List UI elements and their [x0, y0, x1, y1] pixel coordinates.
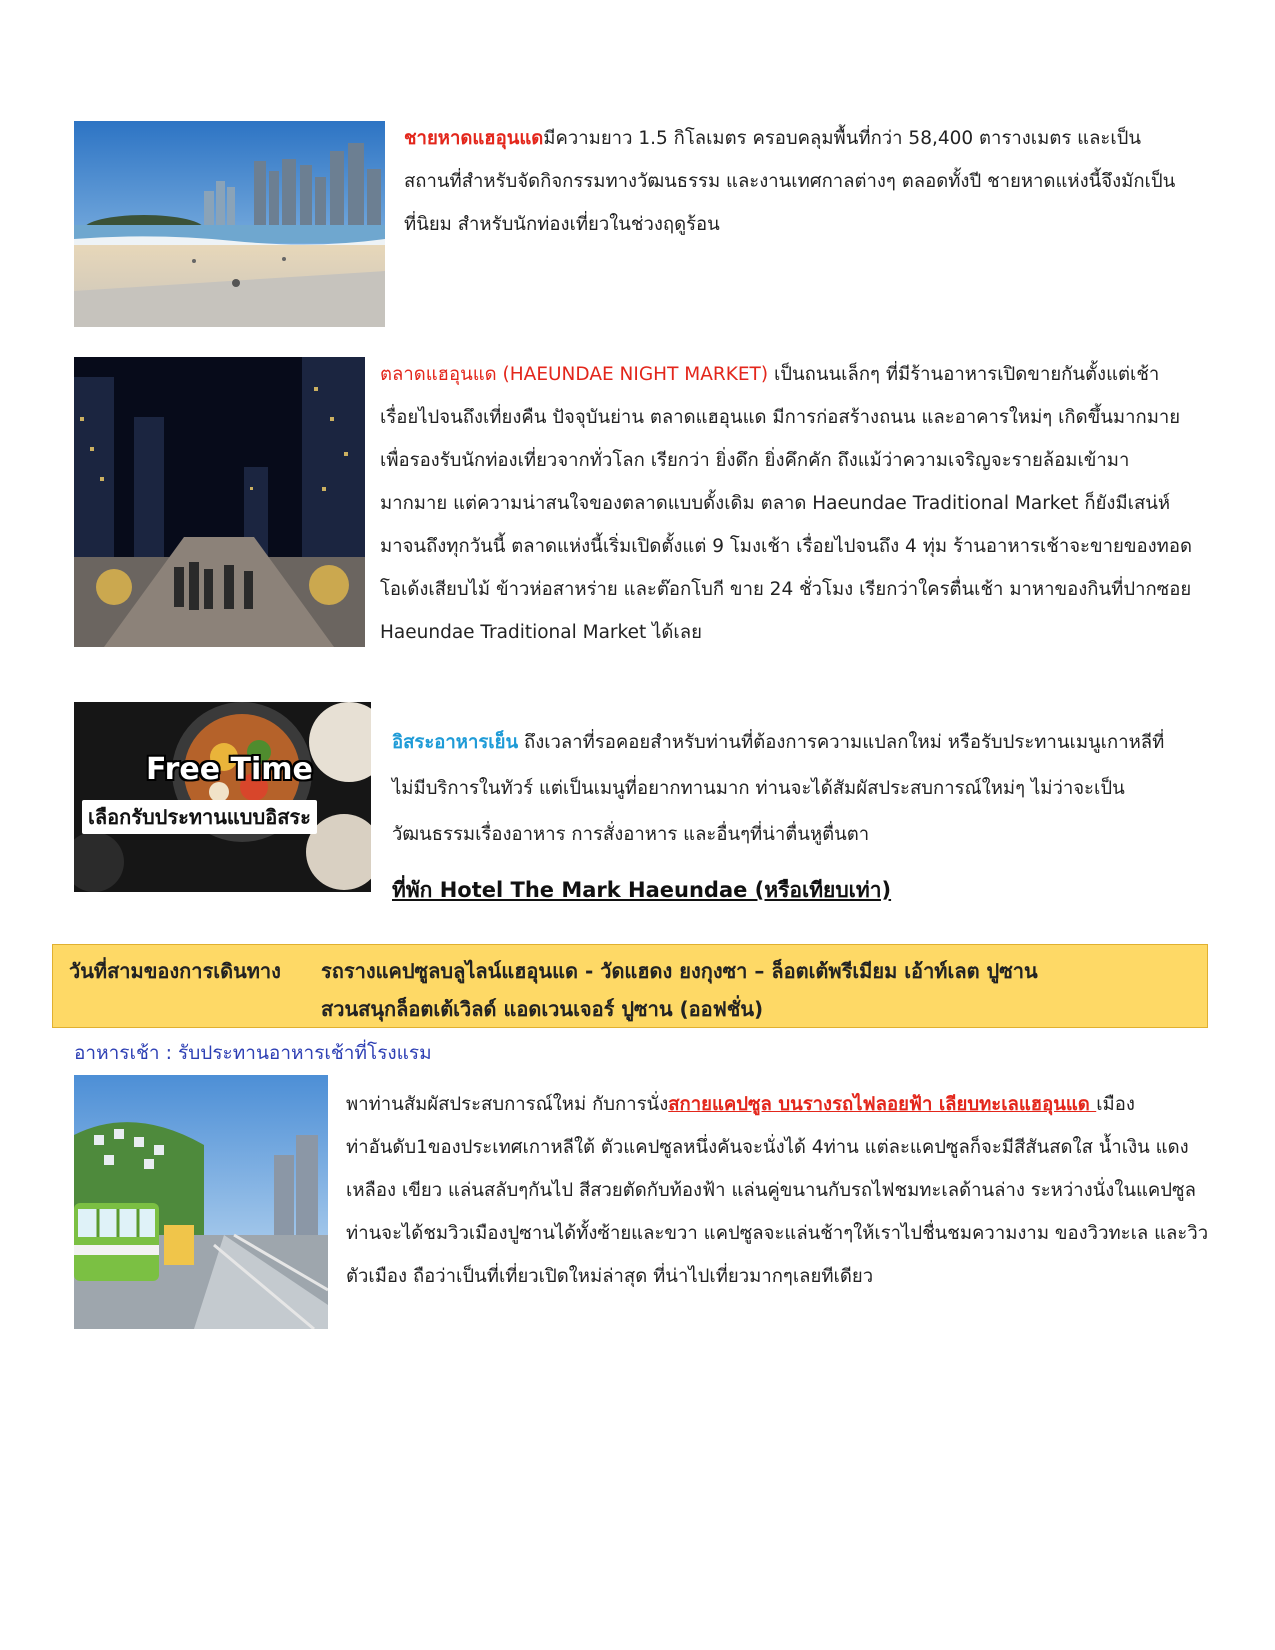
night-market-line-6: โอเด้งเสียบไม้ ข้าวห่อสาหร่าย และต๊อกโบกี ขาย 24 ชั่วโมง เรียกว่าใครตื่นเช้า มาหาของกินที่ปากซอย — [380, 579, 1192, 600]
night-market-line-3: เพื่อรองรับนักท่องเที่ยวจากทั่วโลก เรียกว่า ยิ่งดึก ยิ่งคึกคัก ถึงแม้ว่าความเจริญจะรายล้อมเข้ามา — [380, 450, 1130, 471]
free-time-caption: Free Time — [146, 752, 313, 787]
sky-capsule-line-1: พาท่านสัมผัสประสบการณ์ใหม่ กับการนั่งสกายแคปซูล บนรางรถไฟลอยฟ้า เลียบทะเลแฮอุนแด เมือง — [346, 1094, 1135, 1115]
night-market-title: ตลาดแฮอุนแด (HAEUNDAE NIGHT MARKET) — [380, 364, 769, 385]
night-market-description — [380, 353, 1200, 654]
dinner-title: อิสระอาหารเย็น — [392, 732, 519, 753]
sky-capsule-title: สกายแคปซูล บนรางรถไฟลอยฟ้า เลียบทะเลแฮอุนแด — [668, 1094, 1097, 1115]
night-market-line-1: ตลาดแฮอุนแด (HAEUNDAE NIGHT MARKET) เป็นถนนเล็กๆ ที่มีร้านอาหารเปิดขายกันตั้งแต่เช้า — [380, 364, 1160, 385]
night-market-line-7: Haeundae Traditional Market ได้เลย — [380, 622, 702, 643]
night-market-line-4: มากมาย แต่ความน่าสนใจของตลาดแบบดั้งเดิม ตลาด Haeundae Traditional Market ก็ยังมีเสน่ห์ — [380, 493, 1171, 514]
sky-capsule-line-3: เหลือง เขียว แล่นสลับๆกันไป สีสวยตัดกับท้องฟ้า แล่นคู่ขนานกับรถไฟชมทะเลด้านล่าง ระหว่างนั่งในแคปซูล — [346, 1180, 1196, 1201]
dinner-line-2: ไม่มีบริการในทัวร์ แต่เป็นเมนูที่อยากทานมาก ท่านจะได้สัมผัสประสบการณ์ใหม่ๆ ไม่ว่าจะเป็น — [392, 778, 1125, 799]
sky-capsule-line-4: ท่านจะได้ชมวิวเมืองปูซานได้ทั้งซ้ายและขวา แคปซูลจะแล่นช้าๆให้เราไปชื่นชมความงาม ของวิวทะเล และวิว — [346, 1223, 1209, 1244]
day3-label: วันที่สามของการเดินทาง — [69, 959, 281, 983]
dinner-line-1: อิสระอาหารเย็น ถึงเวลาที่รอคอยสำหรับท่านที่ต้องการความแปลกใหม่ หรือรับประทานเมนูเกาหลีที่ — [392, 732, 1165, 753]
free-time-subcaption: เลือกรับประทานแบบอิสระ — [82, 800, 317, 834]
beach-description — [404, 117, 1204, 246]
beach-line-2: สถานที่สำหรับจัดกิจกรรมทางวัฒนธรรม และงานเทศกาลต่างๆ ตลอดทั้งปี ชายหาดแห่งนี้จึงมักเป็น — [404, 171, 1176, 192]
night-market-photo — [74, 357, 365, 647]
breakfast-note: อาหารเช้า : รับประทานอาหารเช้าที่โรงแรม — [74, 1042, 432, 1064]
dinner-description — [392, 720, 1202, 858]
night-market-line-2: เรื่อยไปจนถึงเที่ยงคืน ปัจจุบันย่าน ตลาดแฮอุนแด มีการก่อสร้างถนน และอาคารใหม่ๆ เกิดขึ้นมากมาย — [380, 407, 1181, 428]
sky-capsule-photo — [74, 1075, 328, 1329]
hotel-info: ที่พัก Hotel The Mark Haeundae (หรือเทียบเท่า) — [392, 878, 892, 902]
beach-photo — [74, 121, 385, 327]
beach-line-3: ที่นิยม สำหรับนักท่องเที่ยวในช่วงฤดูร้อน — [404, 214, 720, 235]
beach-title: ชายหาดแฮอุนแด — [404, 128, 544, 149]
free-time-photo — [74, 702, 371, 892]
sky-capsule-line-2: ท่าอันดับ1ของประเทศเกาหลีใต้ ตัวแคปซูลหนึ่งคันจะนั่งได้ 4ท่าน แต่ละแคปซูลก็จะมีสีสันสดใส น้ำเงิน แดง — [346, 1137, 1189, 1158]
day3-banner — [52, 944, 1208, 1028]
sky-capsule-line-5: ตัวเมือง ถือว่าเป็นที่เที่ยวเปิดใหม่ล่าสุด ที่น่าไปเที่ยวมากๆเลยทีเดียว — [346, 1266, 874, 1287]
dinner-line-3: วัฒนธรรมเรื่องอาหาร การสั่งอาหาร และอื่นๆที่น่าตื่นหูตื่นตา — [392, 824, 870, 845]
day3-route-line-2: สวนสนุกล็อตเต้เวิลด์ แอดเวนเจอร์ ปูซาน (ออฟชั่น) — [321, 997, 764, 1021]
beach-line-1: ชายหาดแฮอุนแดมีความยาว 1.5 กิโลเมตร ครอบคลุมพื้นที่กว่า 58,400 ตารางเมตร และเป็น — [404, 128, 1142, 149]
sky-capsule-description — [346, 1083, 1226, 1298]
night-market-line-5: มาจนถึงทุกวันนี้ ตลาดแห่งนี้เริ่มเปิดตั้งแต่ 9 โมงเช้า เรื่อยไปจนถึง 4 ทุ่ม ร้านอาหารเช้าจะขายของทอด — [380, 536, 1192, 557]
day3-route-line-1: รถรางแคปซูลบลูไลน์แฮอุนแด - วัดแฮดง ยงกุงซา – ล็อตเต้พรีเมียม เอ้าท์เลต ปูซาน — [321, 959, 1038, 983]
